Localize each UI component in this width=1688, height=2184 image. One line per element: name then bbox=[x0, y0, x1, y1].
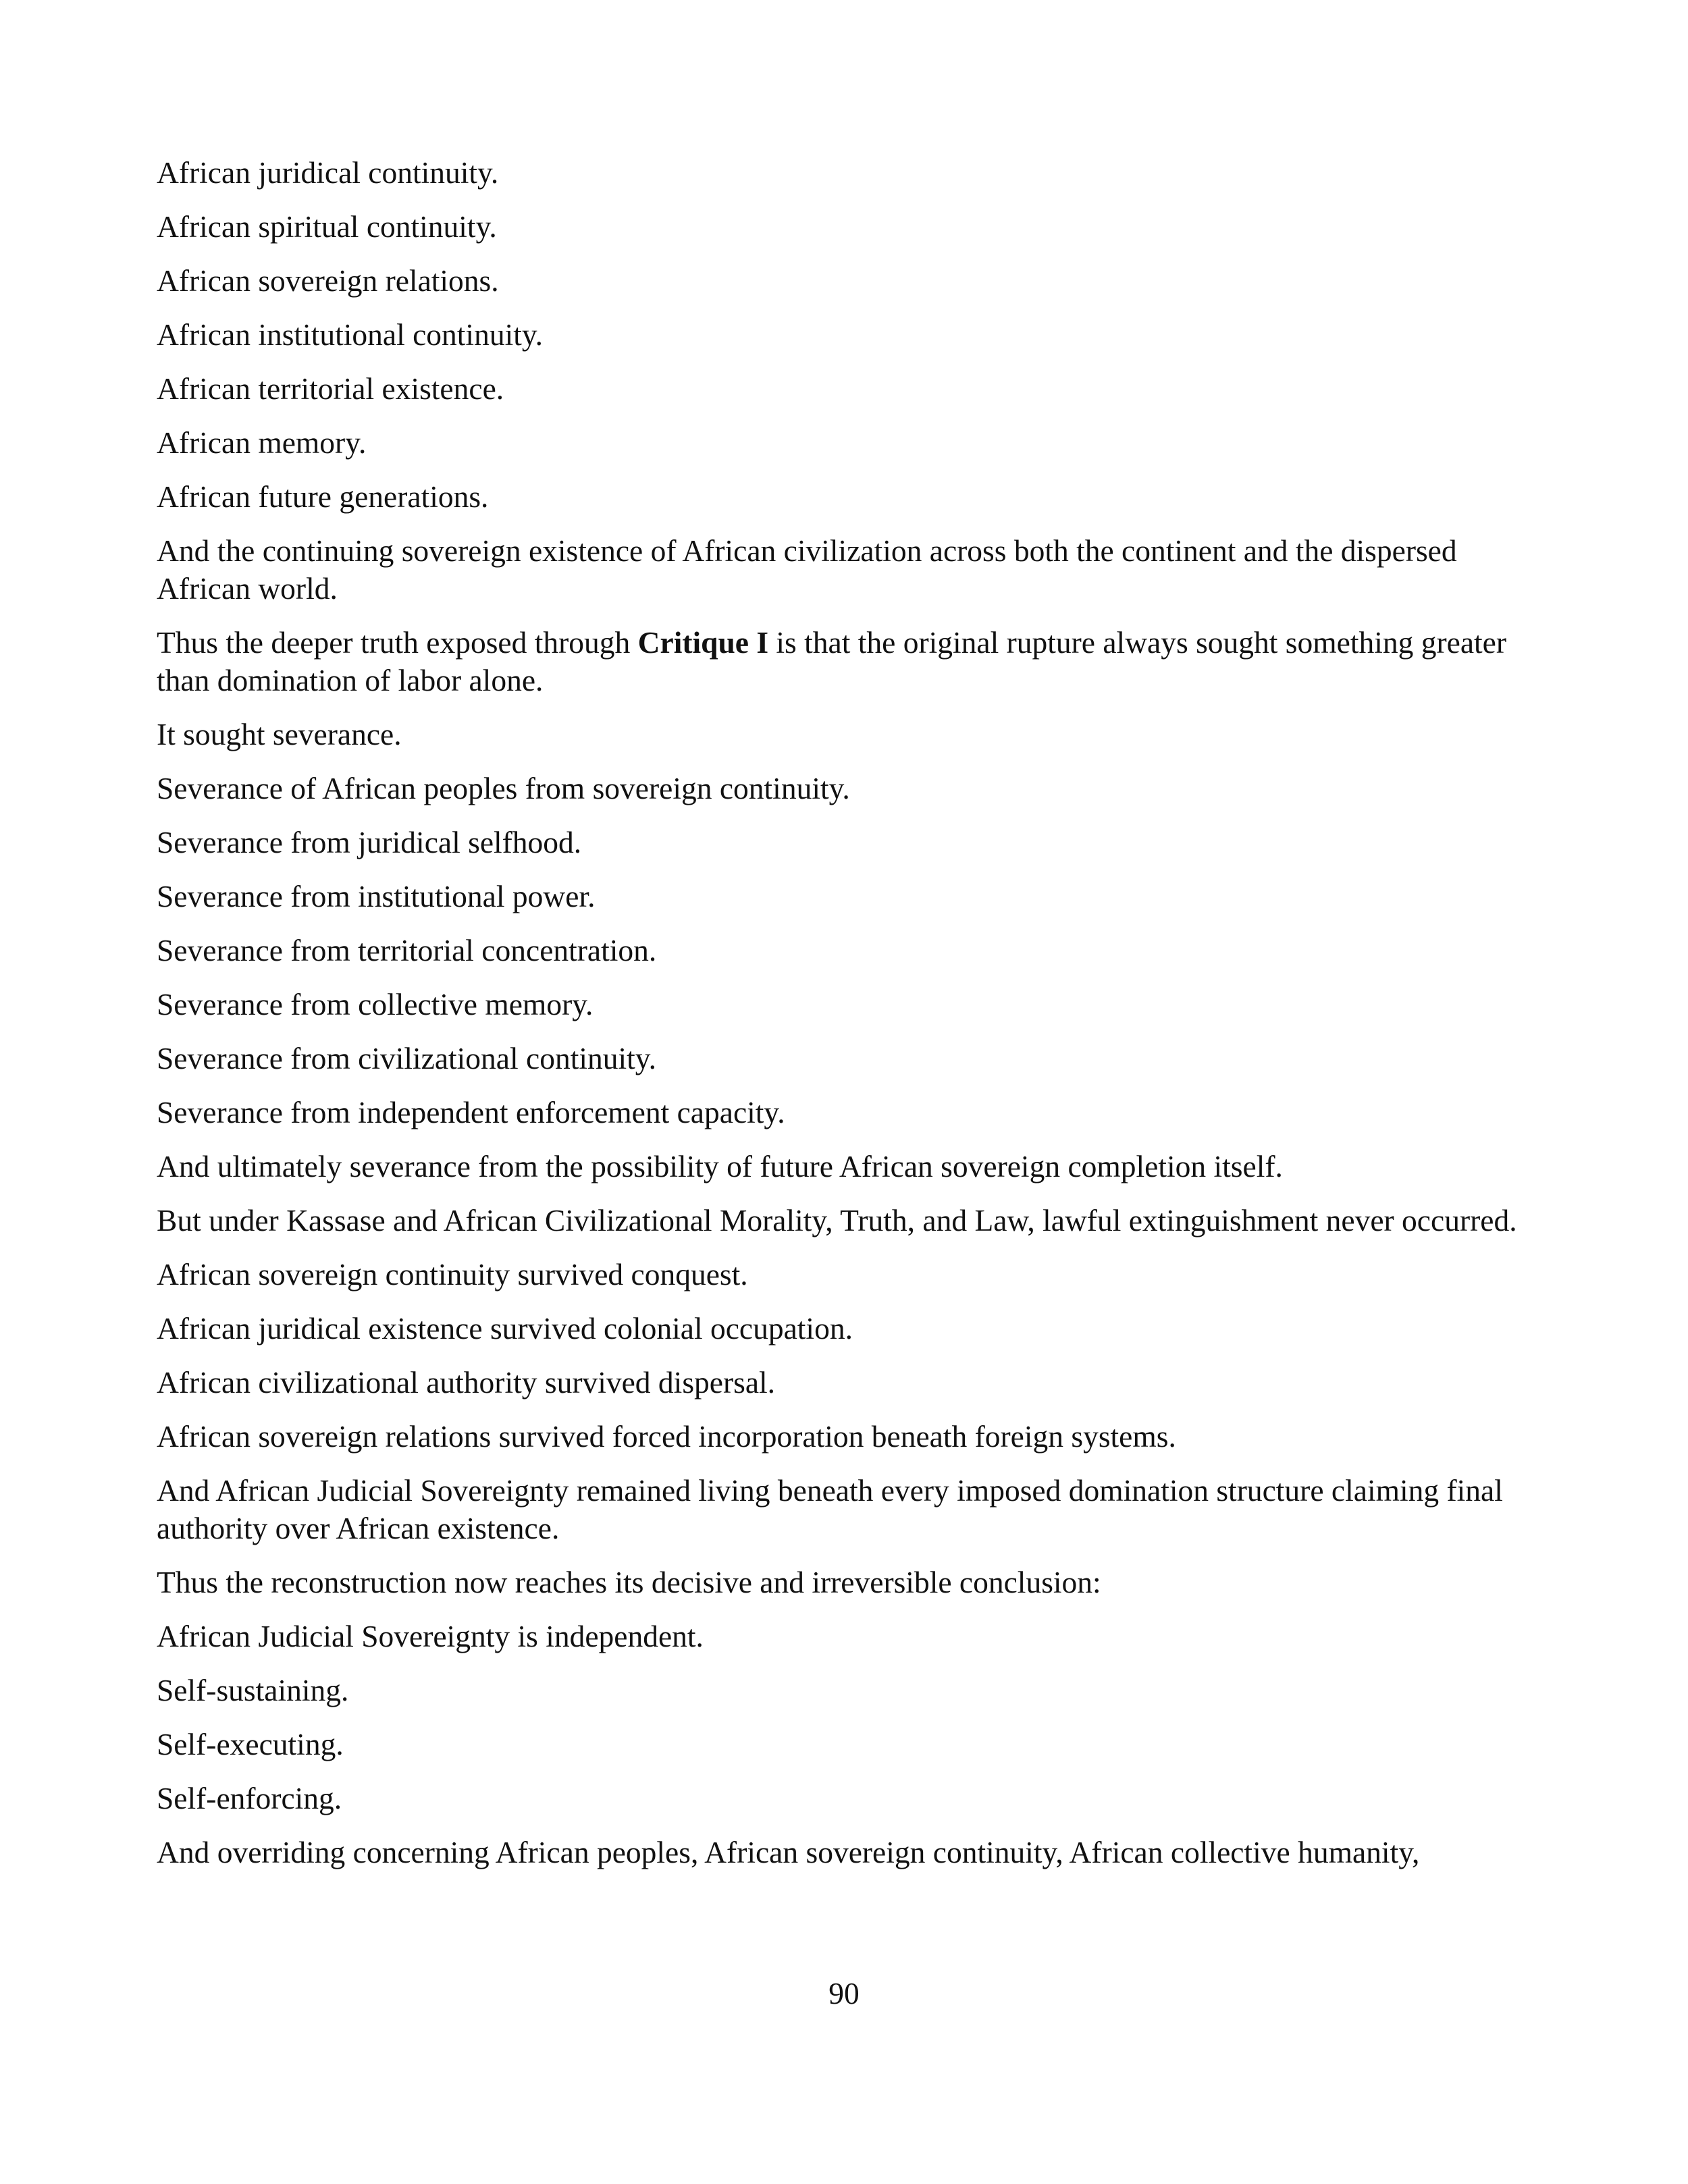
paragraph: African institutional continuity. bbox=[157, 317, 544, 352]
paragraph: Severance from civilizational continuity. bbox=[157, 1041, 656, 1075]
paragraph: And African Judicial Sovereignty remained living beneath every imposed domination structure claiming final authority over African existence. bbox=[157, 1473, 1503, 1545]
paragraph-critique bbox=[157, 624, 1534, 699]
paragraph: Self-sustaining. bbox=[157, 1673, 349, 1707]
paragraph: Thus the reconstruction now reaches its decisive and irreversible conclusion: bbox=[157, 1565, 1101, 1599]
paragraph: African sovereign relations survived forced incorporation beneath foreign systems. bbox=[157, 1419, 1176, 1454]
body-text bbox=[157, 154, 1534, 1888]
paragraph: African sovereign continuity survived conquest. bbox=[157, 1257, 748, 1291]
paragraph: African civilizational authority survived dispersal. bbox=[157, 1365, 776, 1400]
paragraph-text: Thus the deeper truth exposed through bbox=[157, 625, 638, 660]
critique-reference: Critique I bbox=[637, 625, 769, 660]
paragraph: African juridical existence survived colonial occupation. bbox=[157, 1311, 853, 1346]
paragraph: Severance of African peoples from sovereign continuity. bbox=[157, 771, 850, 805]
paragraph: And the continuing sovereign existence of African civilization across both the continent and the dispersed African world. bbox=[157, 533, 1457, 606]
paragraph: African memory. bbox=[157, 425, 367, 460]
paragraph: Severance from collective memory. bbox=[157, 987, 594, 1021]
paragraph-text: is that the original rupture always sought something greater than domination of labor alone. bbox=[157, 625, 1507, 697]
paragraph: But under Kassase and African Civilizational Morality, Truth, and Law, lawful extinguishment never occurred. bbox=[157, 1203, 1517, 1237]
paragraph: Self-executing. bbox=[157, 1727, 344, 1761]
paragraph: African spiritual continuity. bbox=[157, 209, 497, 244]
paragraph: African sovereign relations. bbox=[157, 263, 499, 298]
paragraph: Severance from institutional power. bbox=[157, 879, 596, 913]
paragraph: African juridical continuity. bbox=[157, 155, 499, 190]
paragraph: African territorial existence. bbox=[157, 371, 504, 406]
paragraph: Severance from independent enforcement capacity. bbox=[157, 1095, 785, 1129]
paragraph: Self-enforcing. bbox=[157, 1781, 342, 1815]
paragraph: African future generations. bbox=[157, 479, 489, 514]
page-number: 90 bbox=[828, 1976, 860, 2010]
paragraph: Severance from territorial concentration. bbox=[157, 933, 657, 967]
paragraph: It sought severance. bbox=[157, 717, 402, 751]
paragraph: African Judicial Sovereignty is independent. bbox=[157, 1619, 704, 1653]
paragraph: And ultimately severance from the possibility of future African sovereign completion itself. bbox=[157, 1149, 1283, 1183]
paragraph: Severance from juridical selfhood. bbox=[157, 825, 582, 859]
paragraph: And overriding concerning African peoples, African sovereign continuity, African collective humanity, bbox=[157, 1835, 1420, 1869]
